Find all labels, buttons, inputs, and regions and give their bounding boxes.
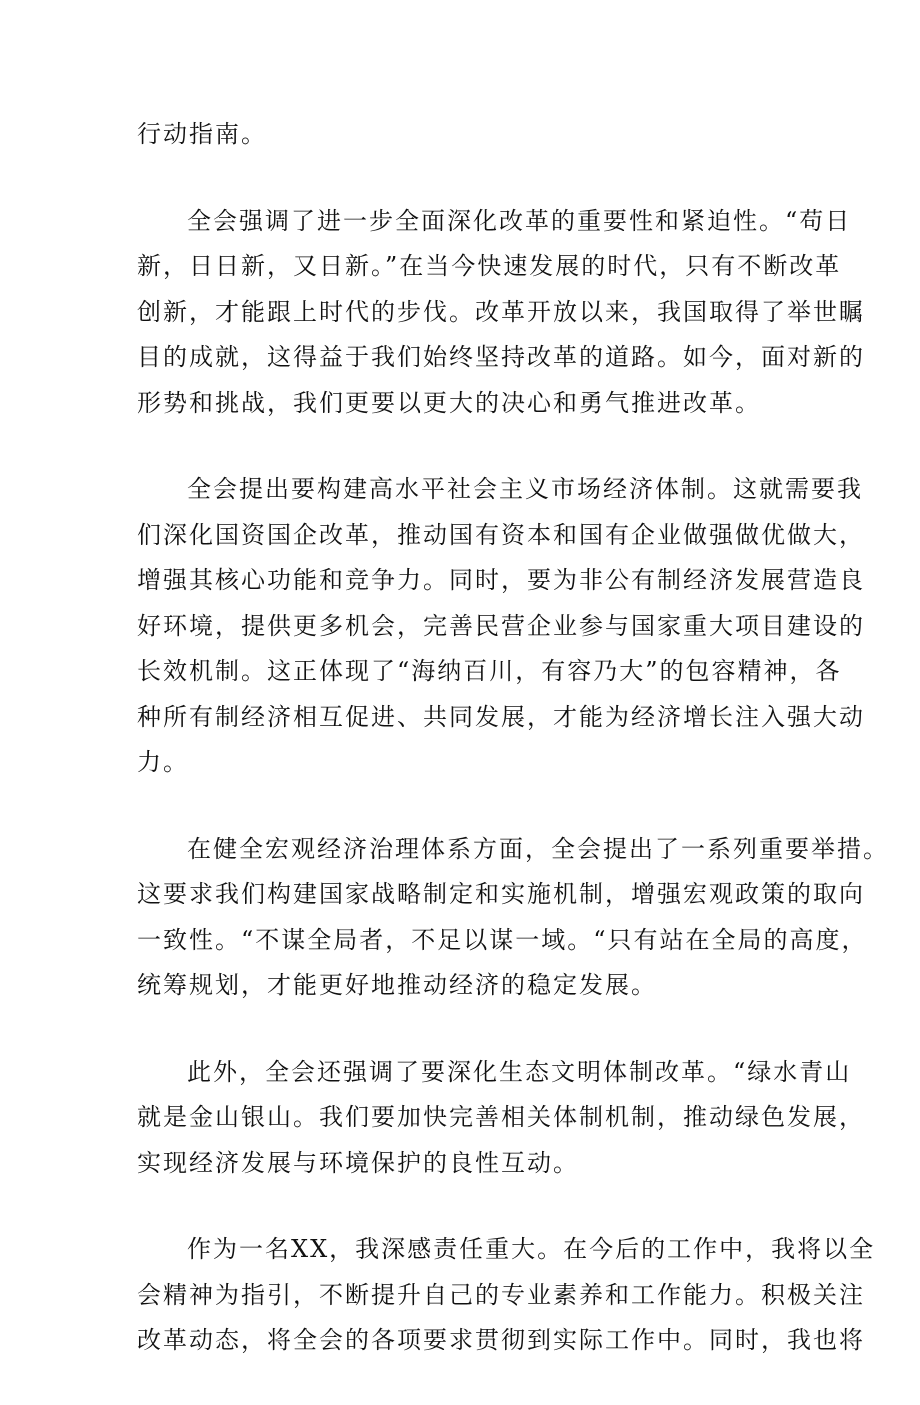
text-line: 种所有制经济相互促进、共同发展，才能为经济增长注入强大动	[137, 702, 865, 731]
paragraph-5	[137, 1050, 865, 1187]
text-line: 统筹规划，才能更好地推动经济的稳定发展。	[137, 971, 657, 999]
paragraph-4	[137, 827, 889, 1009]
text-line: 们深化国资国企改革，推动国有资本和国有企业做强做优做大，	[137, 520, 865, 549]
text-line: 行动指南。	[137, 120, 267, 148]
text-line: 就是金山银山。我们要加快完善相关体制机制，推动绿色发展，	[137, 1103, 865, 1131]
text-line: 这要求我们构建国家战略制定和实施机制，增强宏观政策的取向	[137, 880, 865, 908]
text-line: 一致性。“不谋全局者，不足以谋一域。“只有站在全局的高度，	[137, 925, 868, 954]
text-line: 会精神为指引，不断提升自己的专业素养和工作能力。积极关注	[137, 1280, 865, 1309]
text-line: 此外，全会还强调了要深化生态文明体制改革。“绿水青山	[187, 1057, 852, 1086]
text-line: 全会提出要构建高水平社会主义市场经济体制。这就需要我	[187, 475, 863, 503]
paragraph-6	[137, 1227, 876, 1364]
paragraph-1	[137, 112, 787, 158]
paragraph-2	[137, 199, 865, 427]
text-line: 全会强调了进一步全面深化改革的重要性和紧迫性。“苟日	[187, 206, 852, 235]
text-line: 好环境，提供更多机会，完善民营企业参与国家重大项目建设的	[137, 611, 865, 640]
text-line: 长效机制。这正体现了“海纳百川，有容乃大”的包容精神，各	[137, 657, 842, 685]
text-line: 形势和挑战，我们更要以更大的决心和勇气推进改革。	[137, 388, 761, 417]
document-body	[137, 112, 889, 1405]
text-line: 创新，才能跟上时代的步伐。改革开放以来，我国取得了举世瞩	[137, 297, 865, 326]
text-line: 新，日日新，又日新。”在当今快速发展的时代，只有不断改革	[137, 252, 842, 280]
text-line: 目的成就，这得益于我们始终坚持改革的道路。如今，面对新的	[137, 343, 865, 371]
text-line: 增强其核心功能和竞争力。同时，要为非公有制经济发展营造良	[137, 566, 865, 594]
text-line: 改革动态，将全会的各项要求贯彻到实际工作中。同时，我也将	[137, 1326, 865, 1354]
text-line: 作为一名XX，我深感责任重大。在今后的工作中，我将以全	[187, 1235, 876, 1263]
paragraph-3	[137, 467, 865, 786]
text-line: 在健全宏观经济治理体系方面，全会提出了一系列重要举措。	[187, 834, 889, 863]
text-line: 力。	[137, 748, 189, 776]
text-line: 实现经济发展与环境保护的良性互动。	[137, 1148, 579, 1177]
